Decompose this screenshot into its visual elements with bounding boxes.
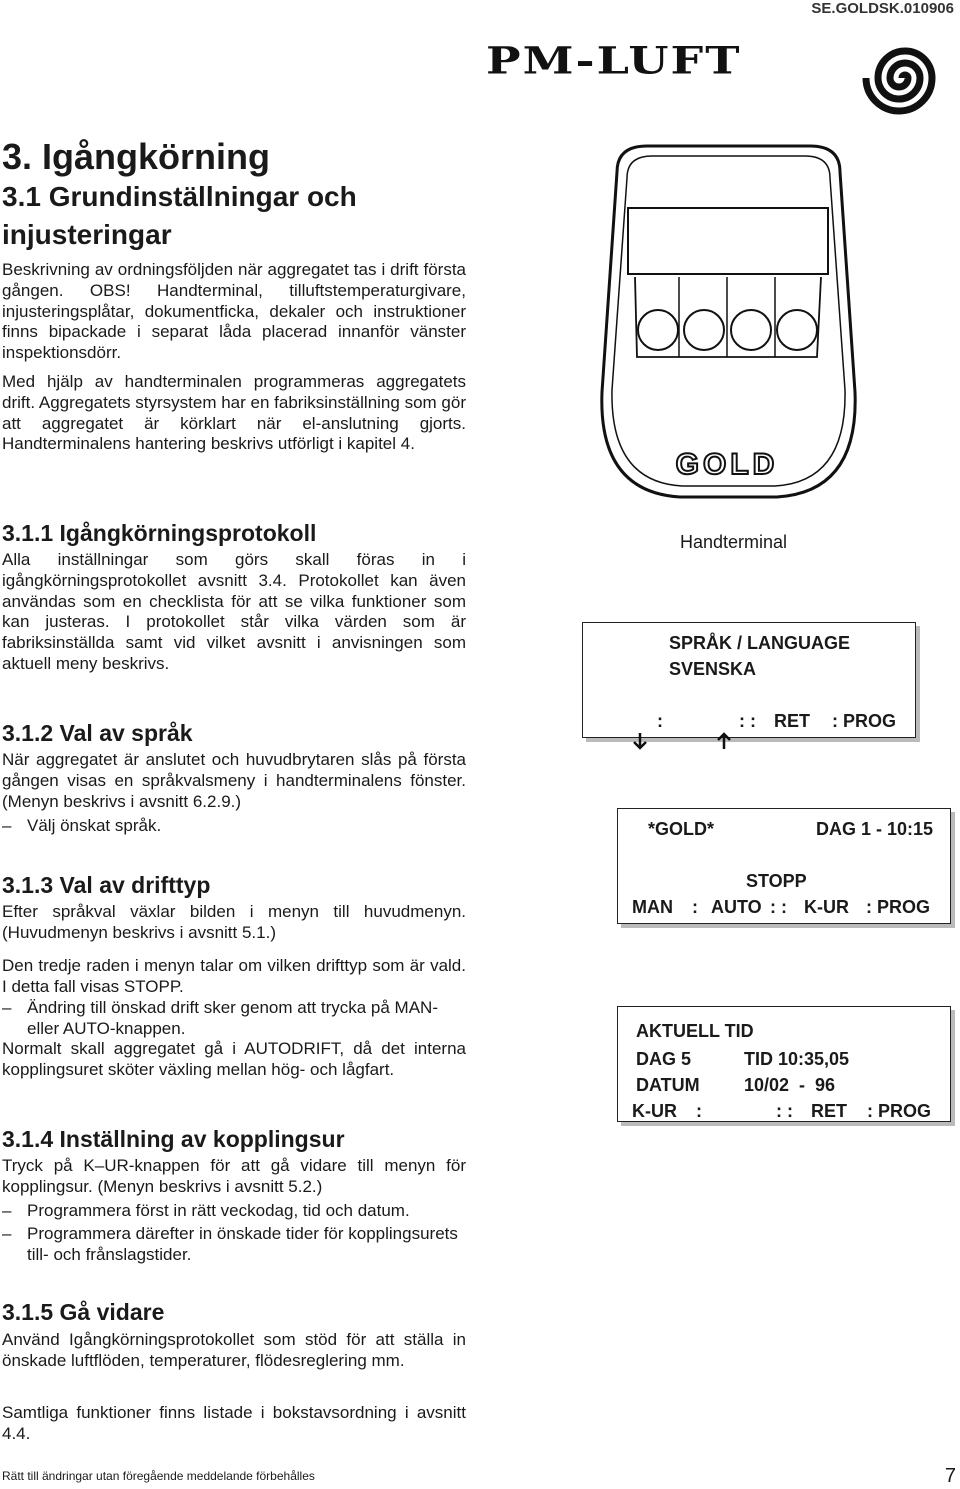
lcd-main-status: STOPP [746, 871, 807, 891]
section-3-1-5-heading: 3.1.5 Gå vidare [2, 1299, 165, 1325]
lcd-clock-sep1: : [696, 1101, 702, 1121]
page-number: 7 [944, 1465, 956, 1487]
page-title: 3. Igångkörning [2, 136, 271, 177]
section-3-1-1-heading: 3.1.1 Igångkörningsprotokoll [2, 520, 317, 546]
lcd-main-sep1: : [692, 897, 698, 917]
terminal-brand-label: GOLD [675, 448, 779, 481]
section-3-1-para1: Beskrivning av ordningsföljden när aggregatet tas i drift första gången. OBS! Handterminal, tilluftstemperaturgivare, injusteringsplåtar, dokumentficka, dekaler och instruktioner finns bipackade i separat låda placerad innanför vänster inspektionsdörr. [2, 260, 466, 363]
section-3-1-5-para2: Samtliga funktioner finns listade i bokstavsordning i avsnitt 4.4. [2, 1403, 466, 1443]
lcd-clock-sep2: : : [776, 1101, 793, 1121]
footer-note: Rätt till ändringar utan föregående meddelande förbehålles [2, 1469, 315, 1483]
lcd-main-man[interactable]: MAN [632, 897, 673, 917]
section-3-1-4-dash2: – Programmera därefter in önskade tider för kopplingsurets till- och frånslagstider. [2, 1224, 458, 1264]
arrow-down-icon[interactable] [613, 711, 647, 776]
arrow-up-icon[interactable] [697, 711, 731, 776]
section-3-1-3-para3: Normalt skall aggregatet gå i AUTODRIFT, då det interna kopplingsuret sköter växling mellan hög- och lågfart. [2, 1039, 466, 1079]
section-3-1-2-para: När aggregatet är anslutet och huvudbrytaren slås på första gången visas en språkvalsmeny i handterminalens fönster. (Menyn beskrivs i avsnitt 6.2.9.) [2, 750, 466, 811]
lcd-clock-dag: DAG 5 [636, 1049, 692, 1069]
lcd-clock-ret[interactable]: RET [811, 1101, 847, 1121]
terminal-caption: Handterminal [680, 532, 788, 552]
lcd-clock-kur[interactable]: K-UR [632, 1101, 677, 1121]
section-3-1-4-dash1: – Programmera först in rätt veckodag, tid och datum. [2, 1201, 410, 1220]
logo-wordmark: PM-LUFT [486, 38, 742, 83]
lcd-language-ret[interactable]: RET [774, 711, 810, 731]
lcd-clock-menu [617, 1006, 951, 1122]
section-3-1-2-heading: 3.1.2 Val av språk [2, 720, 193, 746]
section-3-1-heading: 3.1 Grundinställningar och injusteringar [2, 181, 357, 250]
section-3-1-1-para: Alla inställningar som görs skall föras in i igångkörningsprotokollet avsnitt 3.4. Protokollet kan även användas som en checklista för att se vilka funktioner som kan justeras. I protokollet står vilka värden som är fabriksinställda samt vid vilket avsnitt i anvisningen som aktuell meny beskrivs. [2, 550, 466, 673]
section-3-1-4-heading: 3.1.4 Inställning av kopplingsur [2, 1126, 345, 1152]
section-3-1-5-para1: Använd Igångkörningsprotokollet som stöd för att ställa in önskade luftflöden, temperaturer, flödesreglering mm. [2, 1330, 466, 1370]
handterminal-illustration [597, 142, 860, 502]
lcd-language-prog[interactable]: : PROG [832, 711, 897, 731]
section-3-1-2-dash1: – Välj önskat språk. [2, 816, 162, 835]
section-3-1-3-para2: Den tredje raden i menyn talar om vilken drifttyp som är vald. I detta fall visas STOPP. [2, 956, 466, 996]
section-3-1-3-para1: Efter språkval växlar bilden i menyn till huvudmenyn. (Huvudmenyn beskrivs i avsnitt 5.1.) [2, 902, 466, 942]
lcd-main-prog[interactable]: : PROG [866, 897, 931, 917]
lcd-main-daytime: DAG 1 - 10:15 [816, 819, 934, 839]
lcd-main-kur[interactable]: K-UR [804, 897, 849, 917]
lcd-clock-title: AKTUELL TID [636, 1021, 754, 1041]
lcd-clock-datum: DATUM [636, 1075, 700, 1095]
lcd-clock-tid: TID 10:35,05 [744, 1049, 850, 1069]
lcd-clock-prog[interactable]: : PROG [867, 1101, 932, 1121]
document-code: SE.GOLDSK.010906 [811, 0, 954, 17]
lcd-main-menu [617, 808, 951, 924]
lcd-clock-datum-value: 10/02 - 96 [744, 1075, 836, 1095]
section-3-1-3-dash1: – Ändring till önskad drift sker genom att trycka på MAN- eller AUTO-knappen. [2, 998, 438, 1038]
section-3-1-4-para: Tryck på K–UR-knappen för att gå vidare till menyn för kopplingsur. (Menyn beskrivs i avsnitt 5.2.) [2, 1156, 466, 1196]
lcd-language-menu [582, 622, 916, 738]
lcd-language-line1: SPRÅK / LANGUAGE [669, 633, 851, 653]
section-3-1-3-heading: 3.1.3 Val av drifttyp [2, 872, 211, 898]
lcd-main-brand: *GOLD* [648, 819, 715, 839]
lcd-language-line2: SVENSKA [669, 659, 757, 679]
lcd-language-sep2: : : [739, 711, 756, 731]
spiral-logo-icon [862, 30, 948, 126]
pm-luft-logo [486, 30, 956, 126]
section-3-1-para2: Med hjälp av handterminalen programmeras aggregatets drift. Aggregatets styrsystem har en fabriksinställning som gör att aggregatet är körklart när el-anslutning gjorts. Handterminalens hantering beskrivs utförligt i kapitel 4. [2, 372, 466, 454]
lcd-main-auto[interactable]: AUTO [711, 897, 762, 917]
lcd-language-sep1: : [657, 711, 663, 731]
lcd-main-sep2: : : [770, 897, 787, 917]
